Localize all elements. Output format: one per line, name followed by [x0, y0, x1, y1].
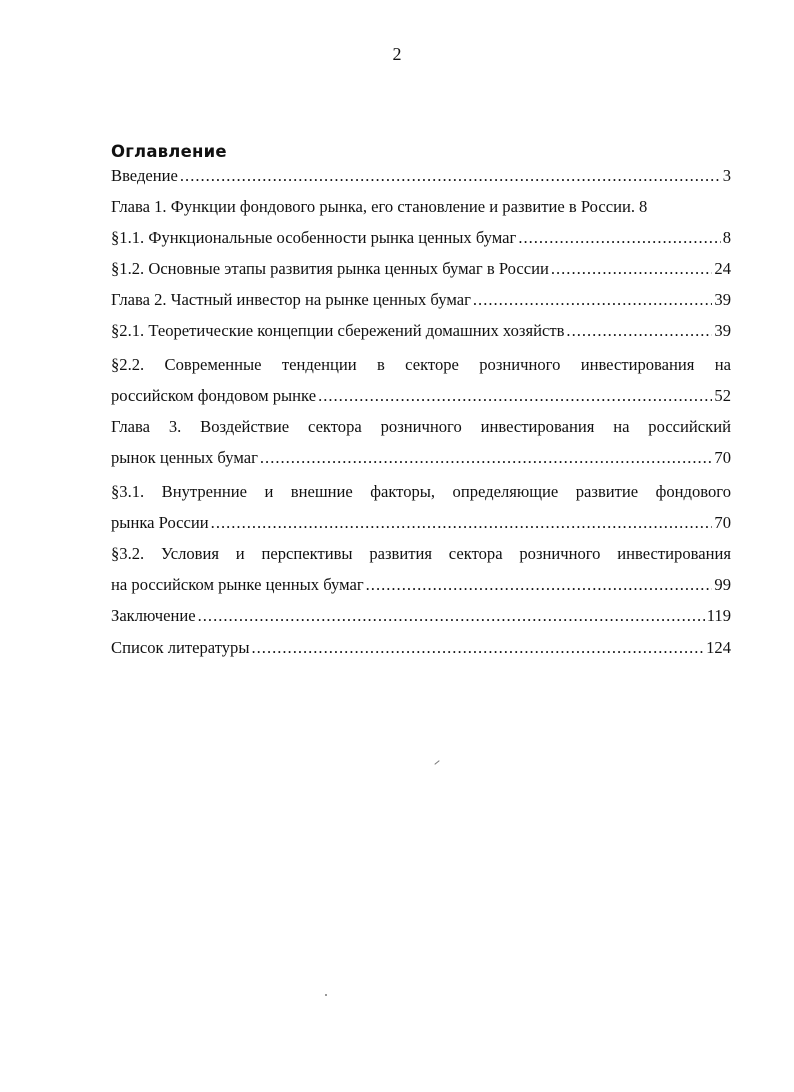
- dot-leader: [180, 160, 721, 191]
- toc-entry-page: 24: [714, 259, 731, 278]
- toc-entry-label: рынок ценных бумаг: [111, 448, 258, 467]
- toc-title: Оглавление: [111, 142, 227, 161]
- dot-leader: [566, 315, 712, 346]
- toc-entry-label-line1: §2.2. Современные тенденции в секторе розничного инвестирования на: [111, 355, 731, 374]
- toc-entry-page: 124: [706, 638, 731, 657]
- toc-entry-label: рынка России: [111, 513, 209, 532]
- dot-leader: [260, 442, 713, 473]
- toc-entry-intro[interactable]: [111, 160, 731, 191]
- toc-entry-label: §1.2. Основные этапы развития рынка ценных бумаг в России: [111, 259, 549, 278]
- toc-entry-page: 8: [722, 228, 731, 247]
- toc-entry-label: на российском рынке ценных бумаг: [111, 575, 364, 594]
- toc-entry-label-line1: Глава 3. Воздействие сектора розничного инвестирования на российский: [111, 417, 731, 436]
- page-number: 2: [392, 44, 402, 64]
- dot-leader: [551, 253, 713, 284]
- dot-leader: [518, 222, 720, 253]
- dot-leader: [318, 380, 712, 411]
- toc-entry-section-1-2[interactable]: [111, 253, 731, 284]
- toc-entry-page: 39: [714, 321, 731, 340]
- toc-entry-chapter-1[interactable]: [111, 191, 731, 222]
- toc-entry-page: 39: [714, 290, 731, 309]
- dot-leader: [198, 600, 705, 631]
- toc-entry-page: 52: [714, 386, 731, 405]
- toc-entry-page: 119: [706, 606, 731, 625]
- toc-entry-conclusion[interactable]: [111, 600, 731, 631]
- toc-entry-page: 70: [714, 513, 731, 532]
- toc-entry-section-3-1[interactable]: [111, 476, 731, 538]
- dot-leader: [252, 632, 705, 663]
- dot-leader: [211, 507, 713, 538]
- toc-entry-label: Заключение: [111, 606, 196, 625]
- toc-entry-label: Глава 2. Частный инвестор на рынке ценных бумаг: [111, 290, 471, 309]
- toc-entry-label: Список литературы: [111, 638, 250, 657]
- toc-entry-section-2-1[interactable]: [111, 315, 731, 346]
- toc-entry-section-3-2[interactable]: [111, 538, 731, 600]
- toc-entry-label: российском фондовом рынке: [111, 386, 317, 405]
- toc-entry-label: Введение: [111, 166, 178, 185]
- toc-entry-label: §2.1. Теоретические концепции сбережений домашних хозяйств: [111, 321, 565, 340]
- toc-entry-bibliography[interactable]: [111, 632, 731, 663]
- toc-entry-section-2-2[interactable]: [111, 349, 731, 411]
- dot-leader: [473, 284, 713, 315]
- toc-entry-page: 99: [714, 575, 731, 594]
- toc-entry-label: §1.1. Функциональные особенности рынка ценных бумаг: [111, 228, 517, 247]
- toc-entry-chapter-2[interactable]: [111, 284, 731, 315]
- scan-artifact-dot: [325, 994, 327, 996]
- toc-entry-page: 70: [714, 448, 731, 467]
- toc-entry-label: Глава 1. Функции фондового рынка, его становление и развитие в России.: [111, 197, 636, 216]
- toc-entry-label-line1: §3.2. Условия и перспективы развития сектора розничного инвестирования: [111, 544, 731, 563]
- toc-entry-section-1-1[interactable]: [111, 222, 731, 253]
- dot-leader: [366, 569, 713, 600]
- toc-entry-page: 3: [722, 166, 731, 185]
- toc-entry-label-line1: §3.1. Внутренние и внешние факторы, определяющие развитие фондового: [111, 482, 731, 501]
- toc-entry-chapter-3[interactable]: [111, 411, 731, 473]
- toc-entry-page: 8: [639, 197, 648, 216]
- scan-artifact-mark: [434, 760, 439, 765]
